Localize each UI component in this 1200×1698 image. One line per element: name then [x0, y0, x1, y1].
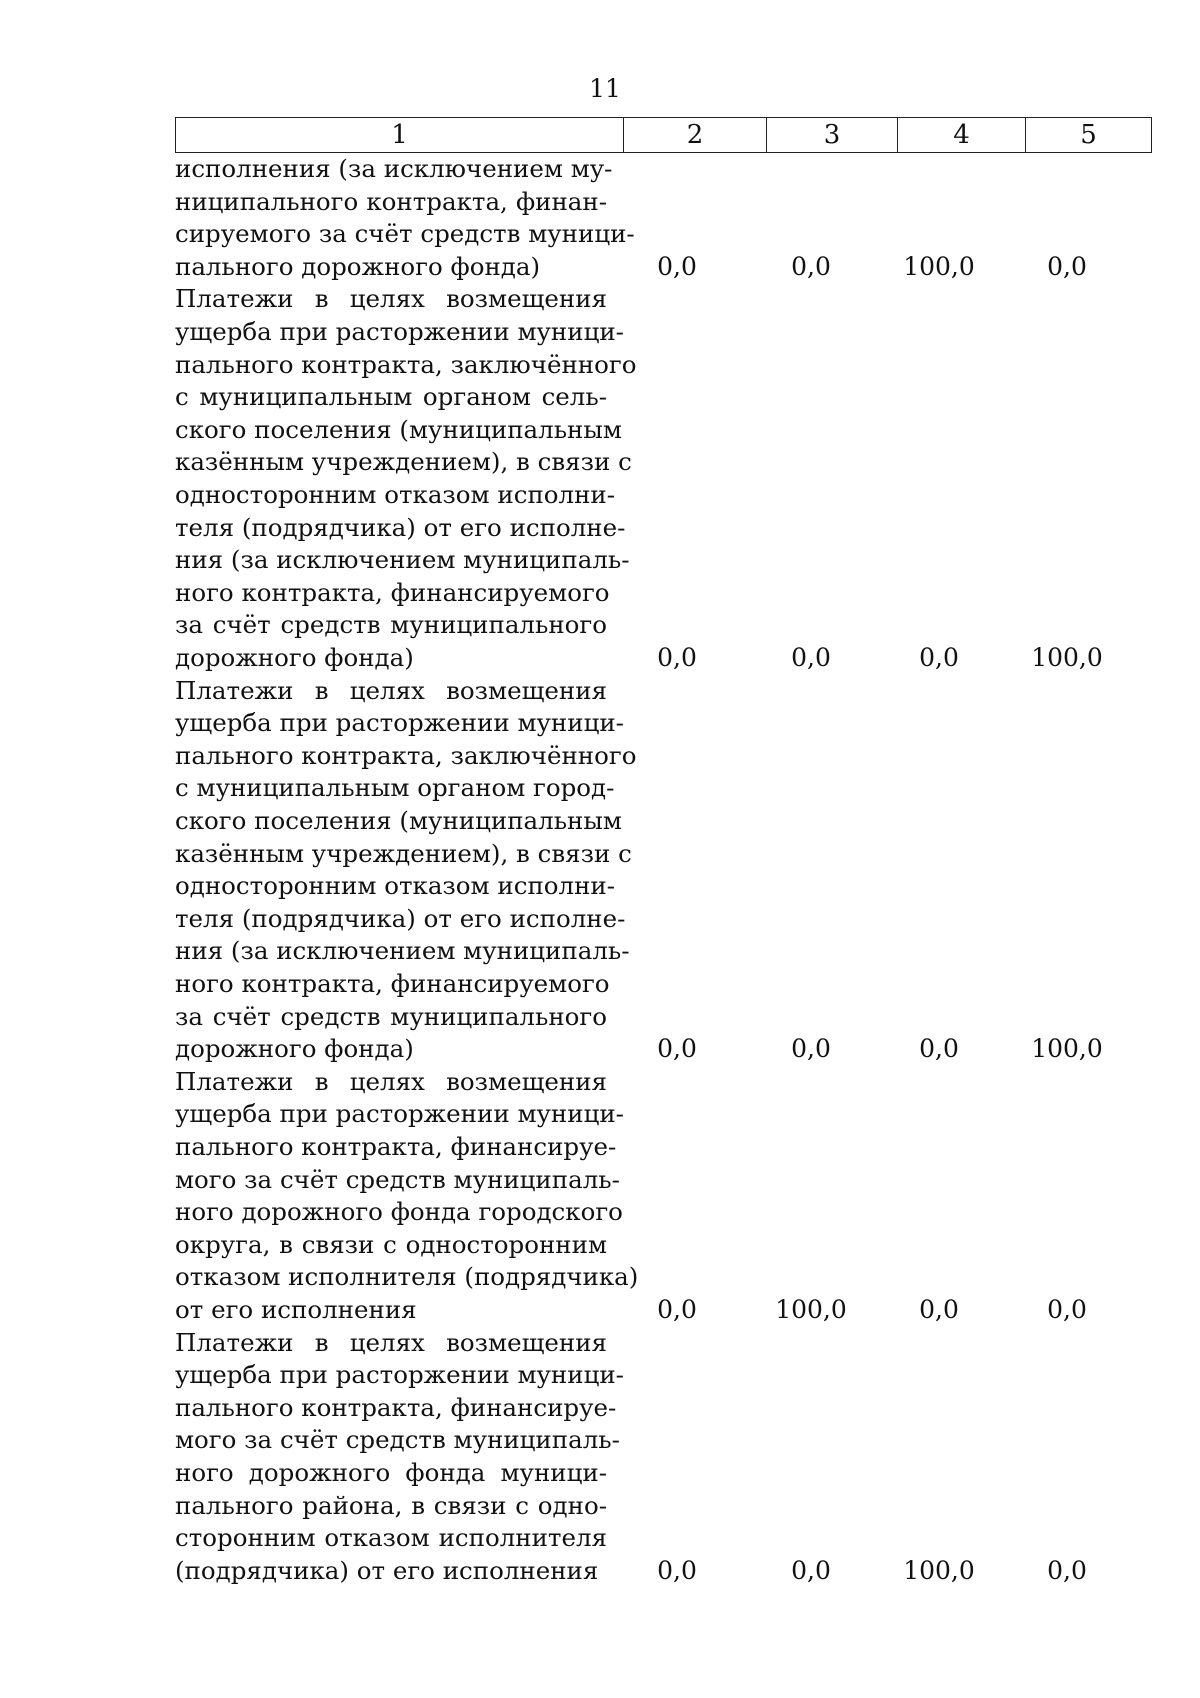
header-col-4: 4 [897, 118, 1025, 152]
value-col-2: 0,0 [657, 1294, 697, 1324]
header-col-2: 2 [623, 118, 766, 152]
value-col-3: 0,0 [791, 1555, 831, 1585]
description-line: Платежи в целях возмещения [175, 675, 607, 705]
description-line: ского поселения (муниципальным [175, 805, 622, 835]
value-col-5: 100,0 [1031, 642, 1103, 672]
row-description [175, 153, 635, 283]
row-description [175, 283, 637, 674]
description-line: округа, в связи с односторонним [175, 1229, 607, 1259]
description-line: односторонним отказом исполни- [175, 479, 616, 509]
description-line: ния (за исключением муниципаль- [175, 936, 630, 966]
description-line: односторонним отказом исполни- [175, 871, 616, 901]
description-line: теля (подрядчика) от его исполне- [175, 903, 626, 933]
value-col-4: 0,0 [919, 642, 959, 672]
description-line: мого за счёт средств муниципаль- [175, 1164, 620, 1194]
description-line: от его исполнения [175, 1294, 417, 1324]
description-line: дорожного фонда) [175, 1034, 414, 1064]
value-col-3: 0,0 [791, 251, 831, 281]
table-header [175, 117, 1152, 153]
description-line: сторонним отказом исполнителя [175, 1523, 607, 1553]
value-col-3: 0,0 [791, 642, 831, 672]
description-line: пального контракта, заключённого [175, 349, 637, 379]
description-line: Платежи в целях возмещения [175, 1066, 607, 1096]
description-line: казённым учреждением), в связи с [175, 447, 632, 477]
description-line: ущерба при расторжении муници- [175, 708, 624, 738]
description-line: с муниципальным органом город- [175, 773, 615, 803]
description-line: ущерба при расторжении муници- [175, 1099, 624, 1129]
description-line: за счёт средств муниципального [175, 610, 607, 640]
description-line: (подрядчика) от его исполнения [175, 1555, 599, 1585]
description-line: казённым учреждением), в связи с [175, 838, 632, 868]
value-col-3: 0,0 [791, 1034, 831, 1064]
value-col-5: 0,0 [1047, 251, 1087, 281]
value-col-2: 0,0 [657, 1034, 697, 1064]
description-line: отказом исполнителя (подрядчика) [175, 1262, 639, 1292]
value-col-2: 0,0 [657, 642, 697, 672]
description-line: с муниципальным органом сель- [175, 382, 607, 412]
description-line: ного контракта, финансируемого [175, 968, 610, 998]
table-row [175, 675, 1175, 1066]
description-line: пального контракта, заключённого [175, 740, 637, 770]
header-col-5: 5 [1025, 118, 1151, 152]
description-line: мого за счёт средств муниципаль- [175, 1425, 620, 1455]
description-line: дорожного фонда) [175, 642, 414, 672]
value-col-2: 0,0 [657, 1555, 697, 1585]
value-col-2: 0,0 [657, 251, 697, 281]
description-line: теля (подрядчика) от его исполне- [175, 512, 626, 542]
description-line: за счёт средств муниципального [175, 1001, 607, 1031]
description-line: ния (за исключением муниципаль- [175, 545, 630, 575]
table-row [175, 283, 1175, 674]
table-row [175, 153, 1175, 283]
description-line: ного дорожного фонда городского [175, 1197, 623, 1227]
value-col-5: 100,0 [1031, 1034, 1103, 1064]
description-line: пального района, в связи с одно- [175, 1490, 607, 1520]
description-line: ущерба при расторжении муници- [175, 1360, 624, 1390]
value-col-4: 100,0 [903, 251, 975, 281]
description-line: пального контракта, финансируе- [175, 1131, 617, 1161]
description-line: Платежи в целях возмещения [175, 284, 607, 314]
description-line: ного контракта, финансируемого [175, 577, 610, 607]
header-col-3: 3 [766, 118, 897, 152]
value-col-4: 100,0 [903, 1555, 975, 1585]
row-description [175, 1327, 624, 1588]
description-line: ниципального контракта, финан- [175, 186, 607, 216]
value-col-4: 0,0 [919, 1294, 959, 1324]
value-col-3: 100,0 [775, 1294, 847, 1324]
page-number: 11 [589, 74, 621, 103]
value-col-4: 0,0 [919, 1034, 959, 1064]
table-row [175, 1066, 1175, 1327]
description-line: сируемого за счёт средств муници- [175, 219, 635, 249]
description-line: пального контракта, финансируе- [175, 1392, 617, 1422]
row-description [175, 675, 637, 1066]
description-line: ущерба при расторжении муници- [175, 316, 624, 346]
row-description [175, 1066, 639, 1327]
value-col-5: 0,0 [1047, 1294, 1087, 1324]
description-line: Платежи в целях возмещения [175, 1327, 607, 1357]
table-row [175, 1327, 1175, 1588]
description-line: ского поселения (муниципальным [175, 414, 622, 444]
description-line: пального дорожного фонда) [175, 251, 541, 281]
header-col-1: 1 [391, 120, 408, 150]
value-col-5: 0,0 [1047, 1555, 1087, 1585]
description-line: ного дорожного фонда муници- [175, 1457, 607, 1487]
description-line: исполнения (за исключением му- [175, 154, 613, 183]
